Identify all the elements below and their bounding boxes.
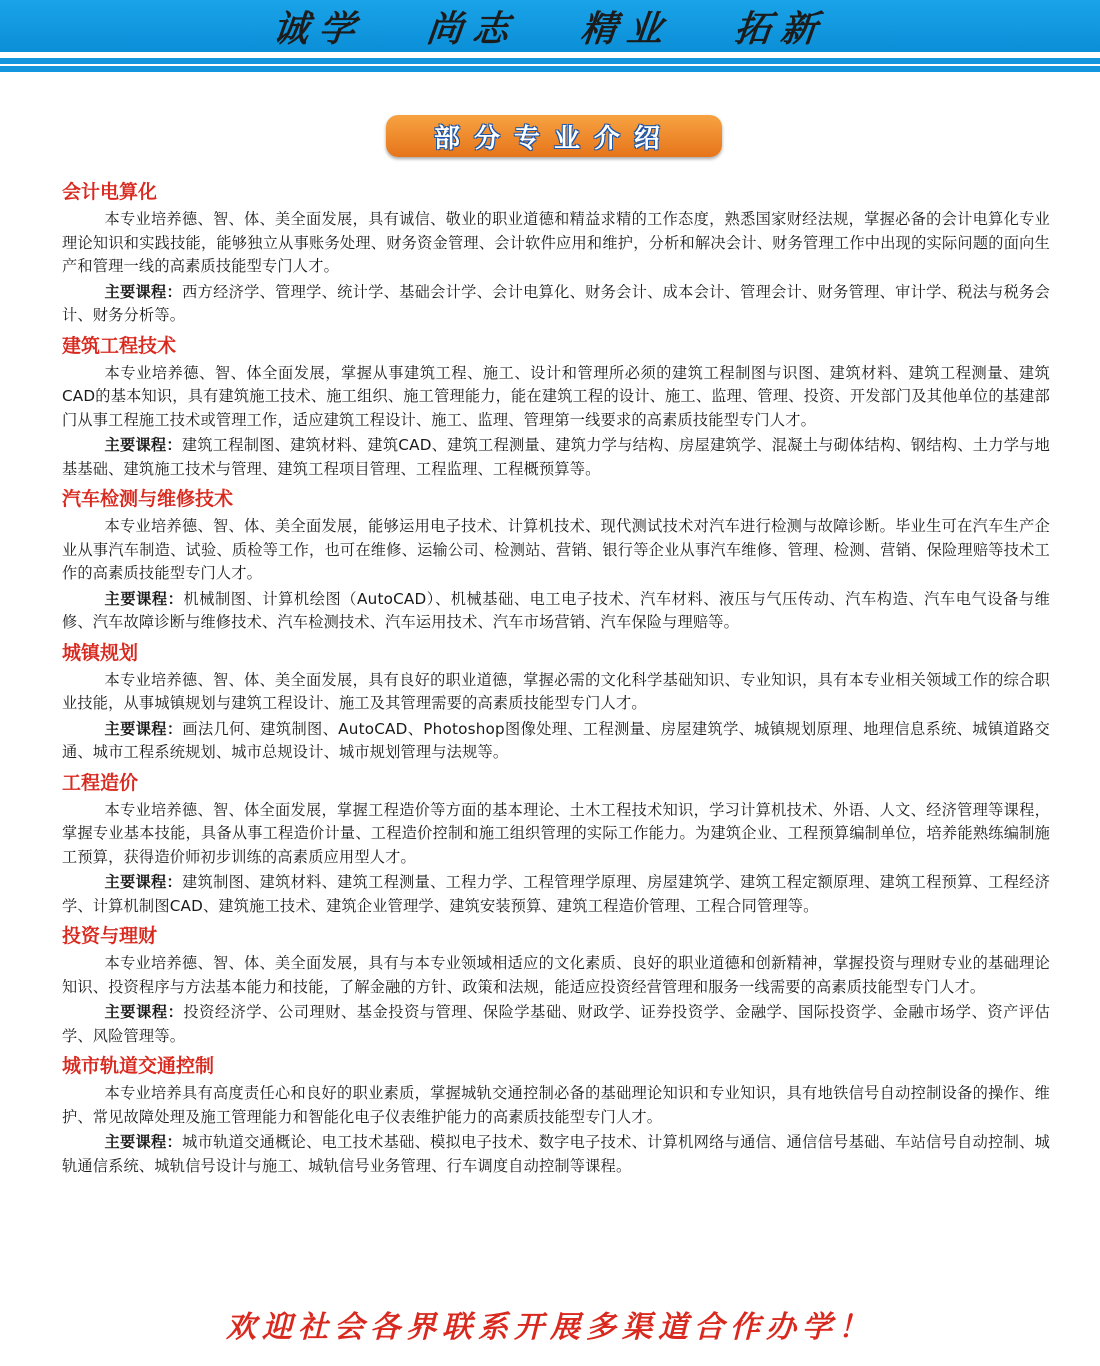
major-title: 会计电算化 [62, 181, 158, 203]
courses-text: 机械制图、计算机绘图（AutoCAD）、机械基础、电工电子技术、汽车材料、液压与气压传动、汽车构造、汽车电气设备与维修、汽车故障诊断与维修技术、汽车检测技术、汽车运用技术、汽车市场营销、汽车保险与理赔等。 [62, 589, 1051, 631]
major-intro: 本专业培养具有高度责任心和良好的职业素质，掌握城轨交通控制必备的基础理论知识和专业知识，具有地铁信号自动控制设备的操作、维护、常见故障处理及施工管理能力和智能化电子仪表维护能力的高素质技能型专门人才。 [62, 1084, 1050, 1126]
major-section [62, 176, 1050, 328]
major-intro: 本专业培养德、智、体全面发展，掌握从事建筑工程、施工、设计和管理所必须的建筑工程制图与识图、建筑材料、建筑工程测量、建筑CAD的基本知识，具有建筑施工技术、施工组织、施工管理能力，能在建筑工程的设计、施工、监理、管理、投资、开发部门及其他单位的基建部门从事工程施工技术或管理工作，适应建筑工程设计、施工、监理、管理第一线要求的高素质技能型专门人才。 [62, 363, 1050, 429]
major-courses [62, 281, 1050, 328]
major-courses [62, 434, 1050, 481]
major-title: 投资与理财 [62, 925, 158, 947]
major-section [62, 330, 1050, 482]
motto-3: 精业 [578, 7, 675, 50]
major-title: 城市轨道交通控制 [62, 1055, 215, 1077]
major-intro: 本专业培养德、智、体、美全面发展，具有诚信、敬业的职业道德和精益求精的工作态度，熟悉国家财经法规，掌握必备的会计电算化专业理论知识和实践技能，能够独立从事账务处理、财务资金管理、会计软件应用和维护，分析和解决会计、财务管理工作中出现的实际问题的面向生产和管理一线的高素质技能型专门人才。 [62, 210, 1050, 275]
major-section [62, 920, 1050, 1048]
courses-label: 主要课程： [104, 1003, 184, 1021]
courses-text: 建筑制图、建筑材料、建筑工程测量、工程力学、工程管理学原理、房屋建筑学、建筑工程定额原理、建筑工程预算、工程经济学、计算机制图CAD、建筑施工技术、建筑企业管理学、建筑安装预算、建筑工程造价管理、工程合同管理等。 [62, 873, 1051, 915]
section-banner [386, 115, 722, 157]
major-title: 建筑工程技术 [62, 334, 177, 357]
courses-label: 主要课程： [104, 282, 183, 301]
major-courses [62, 871, 1050, 918]
major-courses [62, 1001, 1050, 1048]
motto-4: 拓新 [732, 7, 829, 50]
motto-1: 诚学 [270, 7, 367, 50]
courses-text: 投资经济学、公司理财、基金投资与管理、保险学基础、财政学、证券投资学、金融学、国际投资学、金融市场学、资产评估学、风险管理等。 [62, 1003, 1051, 1045]
motto [0, 4, 1100, 48]
courses-text: 建筑工程制图、建筑材料、建筑CAD、建筑工程测量、建筑力学与结构、房屋建筑学、混凝土与砌体结构、钢结构、土力学与地基基础、建筑施工技术与管理、建筑工程项目管理、工程监理、工程概预算等。 [62, 436, 1051, 478]
major-intro: 本专业培养德、智、体全面发展，掌握工程造价等方面的基本理论、土木工程技术知识，学习计算机技术、外语、人文、经济管理等课程，掌握专业基本技能，具备从事工程造价计量、工程造价控制和施工组织管理的实际工作能力。为建筑企业、工程预算编制单位，培养能熟练编制施工预算，获得造价师初步训练的高素质应用型人才。 [62, 800, 1050, 866]
courses-label: 主要课程： [104, 436, 182, 454]
courses-text: 西方经济学、管理学、统计学、基础会计学、会计电算化、财务会计、成本会计、管理会计、财务管理、审计学、税法与税务会计、财务分析等。 [62, 282, 1051, 324]
major-title: 城镇规划 [62, 641, 139, 664]
header-divider [0, 58, 1100, 64]
majors-list [62, 176, 1050, 1180]
courses-label: 主要课程： [104, 719, 183, 738]
footer-slogan: 欢迎社会各界联系开展多渠道合作办学！ [226, 1310, 874, 1345]
major-section [62, 483, 1050, 635]
courses-label: 主要课程： [104, 1133, 183, 1151]
major-section [62, 767, 1050, 919]
major-intro: 本专业培养德、智、体、美全面发展，具有与本专业领域相适应的文化素质、良好的职业道德和创新精神，掌握投资与理财专业的基础理论知识、投资程序与方法基本能力和技能，了解金融的方针、政策和法规，能适应投资经营管理和服务一线需要的高素质技能型专门人才。 [62, 954, 1050, 996]
courses-text: 城市轨道交通概论、电工技术基础、模拟电子技术、数字电子技术、计算机网络与通信、通信信号基础、车站信号自动控制、城轨通信系统、城轨信号设计与施工、城轨信号业务管理、行车调度自动控制等课程。 [62, 1133, 1051, 1175]
major-intro: 本专业培养德、智、体、美全面发展，能够运用电子技术、计算机技术、现代测试技术对汽车进行检测与故障诊断。毕业生可在汽车生产企业从事汽车制造、试验、质检等工作，也可在维修、运输公司、检测站、营销、银行等企业从事汽车维修、管理、检测、营销、保险理赔等技术工作的高素质技能型专门人才。 [62, 517, 1050, 582]
courses-text: 画法几何、建筑制图、AutoCAD、Photoshop图像处理、工程测量、房屋建筑学、城镇规划原理、地理信息系统、城镇道路交通、城市工程系统规划、城市总规设计、城市规划管理与法规等。 [62, 719, 1050, 761]
banner-title: 部分专业介绍 [433, 123, 674, 154]
major-title: 工程造价 [62, 771, 139, 794]
major-intro: 本专业培养德、智、体、美全面发展，具有良好的职业道德，掌握必需的文化科学基础知识、专业知识，具有本专业相关领域工作的综合职业技能，从事城镇规划与建筑工程设计、施工及其管理需要的高素质技能型专门人才。 [62, 670, 1050, 712]
major-title: 汽车检测与维修技术 [62, 488, 234, 510]
major-courses [62, 1131, 1050, 1178]
major-section [62, 1050, 1050, 1178]
motto-2: 尚志 [424, 7, 521, 50]
courses-label: 主要课程： [104, 873, 183, 891]
major-courses [62, 588, 1050, 635]
major-courses [62, 718, 1050, 765]
header-divider [0, 66, 1100, 72]
major-section [62, 637, 1050, 765]
courses-label: 主要课程： [104, 589, 184, 608]
